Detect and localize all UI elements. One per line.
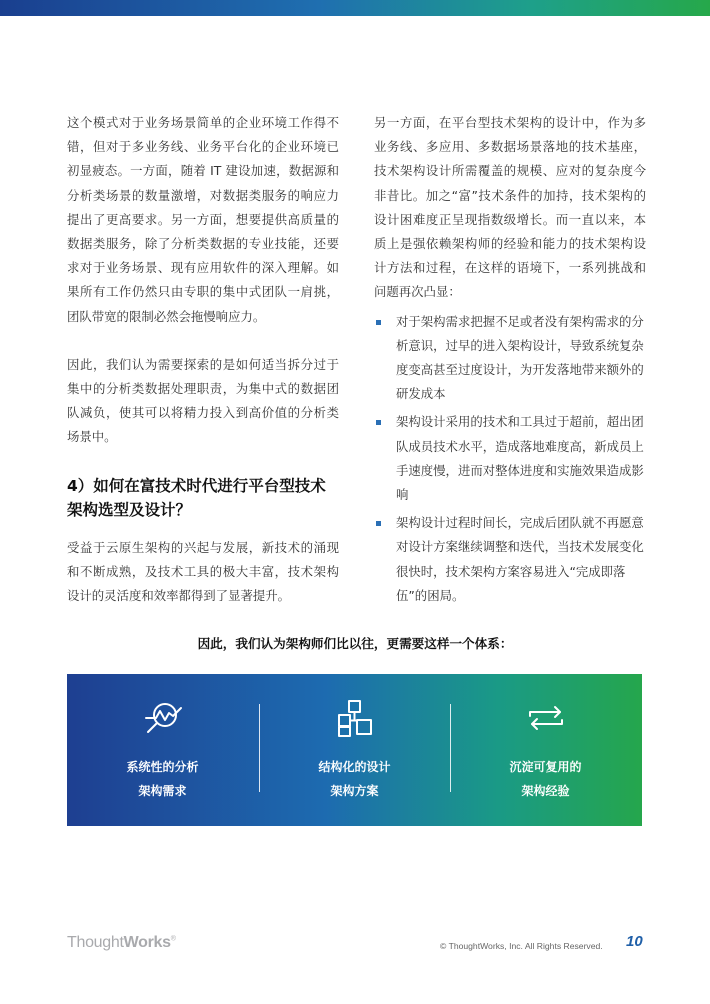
copyright-text: © ThoughtWorks, Inc. All Rights Reserved. [440, 941, 603, 951]
panel-item-analysis [67, 674, 258, 826]
panel-item-line1: 沉淀可复用的 [509, 760, 582, 774]
right-column [374, 111, 646, 612]
panel-item-line1: 结构化的设计 [318, 760, 391, 774]
system-panel [67, 674, 642, 826]
panel-item-line2: 架构经验 [521, 784, 570, 798]
bullet-square-icon [376, 320, 381, 325]
challenge-list [374, 310, 646, 608]
list-item-text: 架构设计采用的技术和工具过于超前，超出团队成员技术水平，造成落地难度高，新成员上手速度慢，进而对整体进度和实施效果造成影响 [396, 414, 644, 503]
body-paragraph: 这个模式对于业务场景简单的企业环境工作得不错，但对于多业务线、业务平台化的企业环境已初显疲态。一方面，随着 IT 建设加速，数据源和分析类场景的数量激增，对数据类服务的响应力提出了更高要求。另一方面，想要提供高质量的数据类服务，除了分析类数据的专业技能，还要求对于业务场景、现有应用软件的深入理解。如果所有工作仍然只由专职的集中式团队一肩挑，团队带宽的限制必然会拖慢响应力。 [67, 115, 339, 324]
body-paragraph: 受益于云原生架构的兴起与发展，新技术的涌现和不断成熟，及技术工具的极大丰富，技术架构设计的灵活度和效率都得到了显著提升。 [67, 539, 339, 604]
page-number: 10 [626, 933, 643, 950]
list-item [374, 410, 646, 507]
panel-item-line1: 系统性的分析 [126, 760, 199, 774]
thoughtworks-logo: ThoughtWorks® [67, 934, 176, 951]
bullet-square-icon [376, 420, 381, 425]
panel-item-reuse [450, 674, 641, 826]
panel-item-line2: 架构方案 [330, 784, 379, 798]
body-paragraph: 另一方面，在平台型技术架构的设计中，作为多业务线、多应用、多数据场景落地的技术基座，技术架构设计所需覆盖的规模、应对的复杂度今非昔比。加之“富”技术条件的加持，技术架构的设计困难度正呈现指数级增长。而一直以来，本质上是强依赖架构师的经验和能力的技术架构设计方法和过程，在这样的语境下，一系列挑战和问题再次凸显： [374, 115, 646, 300]
body-paragraph: 因此，我们认为需要探索的是如何适当拆分过于集中的分析类数据处理职责，为集中式的数据团队减负，使其可以将精力投入到高价值的分析类场景中。 [67, 356, 339, 445]
left-column [67, 111, 339, 632]
bullet-square-icon [376, 521, 381, 526]
list-item [374, 310, 646, 407]
panel-lead-line: 因此，我们认为架构师们比以往，更需要这样一个体系： [197, 636, 513, 651]
list-item-text: 对于架构需求把握不足或者没有架构需求的分析意识，过早的进入架构设计，导致系统复杂度变高甚至过度设计，为开发落地带来额外的研发成本 [396, 313, 644, 402]
panel-item-line2: 架构需求 [138, 784, 187, 798]
cycle-arrows-icon [526, 698, 566, 738]
list-item-text: 架构设计过程时间长，完成后团队就不再愿意对设计方案继续调整和迭代，当技术发展变化很快时，技术架构方案容易进入“完成即落伍”的困局。 [396, 515, 644, 603]
top-gradient-bar [0, 0, 710, 16]
structure-blocks-icon [335, 698, 375, 738]
list-item [374, 511, 646, 608]
panel-item-design [259, 674, 450, 826]
magnifier-chart-icon [143, 698, 183, 738]
section-heading: 4）如何在富技术时代进行平台型技术架构选型及设计？ [67, 476, 326, 519]
